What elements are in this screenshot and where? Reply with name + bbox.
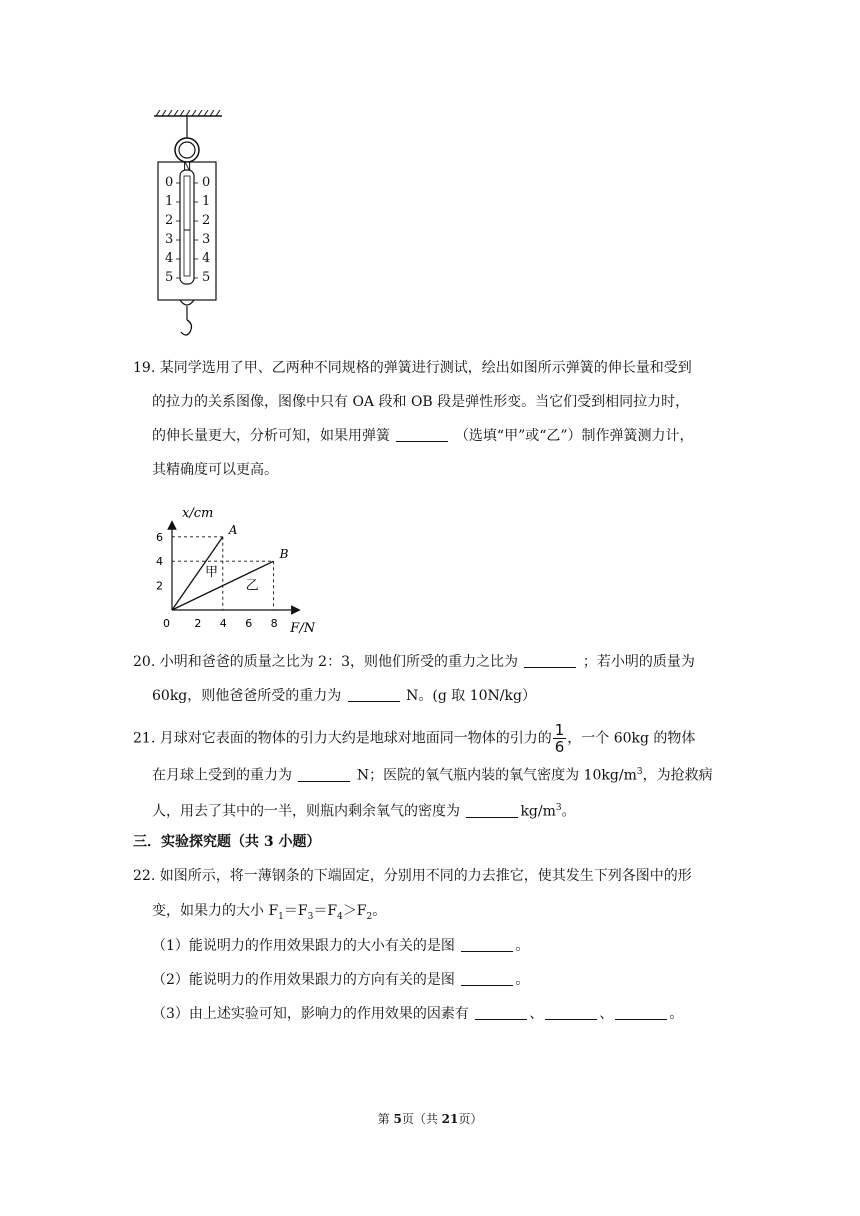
q20-line1 [133,652,695,672]
one-sixth-fraction [553,722,567,755]
q22-eq1: ＝F [283,903,308,919]
scale-left-tick-label-5: 5 [165,270,174,285]
x-tick-label: 6 [245,617,253,630]
spring-scale-figure [150,110,230,345]
x-tick-label: 0 [163,617,170,630]
q21-text-1b: ，一个 60kg 的物体 [567,730,696,747]
q20-line2 [152,686,536,706]
q22-line1 [133,866,692,886]
point-label-1: B [279,547,289,562]
q19-line1 [133,358,692,378]
q22-gt: ＞F [342,903,367,919]
separator: 、 [529,1006,544,1022]
footer-suffix: 页） [458,1112,483,1126]
y-tick-label: 6 [156,530,163,544]
q19-text-3a: 的伸长量更大，分析可知，如果用弹簧 [152,428,390,444]
scale-left-tick-label-4: 4 [165,251,174,266]
q20-text-1a: 小明和爸爸的质量之比为 2：3，则他们所受的重力之比为 [159,654,518,670]
scale-left-tick-label-1: 1 [165,194,174,209]
q21-text-3c: 。 [561,803,576,820]
q22-eq2: ＝F [313,903,338,919]
q22-sub1-blank[interactable] [461,937,513,952]
q20-answer-blank-1[interactable] [524,653,576,668]
footer-prefix: 第 [377,1112,394,1126]
q20-text-1b: ；若小明的质量为 [582,654,695,670]
q22-sub3 [152,1004,683,1024]
scale-right-tick-label-3: 3 [202,232,211,247]
q19-line2: 的拉力的关系图像，图像中只有 OA 段和 OB 段是弹性形变。当它们受到相同拉力时， [152,394,690,410]
q22-sub3-blank-2[interactable] [545,1005,597,1020]
q21-line2 [152,762,713,786]
x-axis-label: F/N [290,621,316,636]
scale-left-tick-label-2: 2 [165,213,174,228]
scale-left-tick-label-3: 3 [165,232,174,247]
scale-right-tick-label-2: 2 [202,213,211,228]
q21-text-3a: 人，用去了其中的一半，则瓶内剩余氧气的密度为 [152,803,460,820]
page-footer [0,1110,860,1127]
q22-sub3-text: （3）由上述实验可知，影响力的作用效果的因素有 [152,1006,469,1022]
x-tick-label: 4 [219,617,227,630]
x-tick-label: 8 [270,617,278,630]
q19-answer-blank[interactable] [396,427,448,442]
q22-sub1-end: 。 [515,938,530,954]
y-tick-label: 2 [156,579,163,593]
subscript-1: 1 [278,911,284,922]
footer-middle: 页（共 [401,1112,442,1126]
subscript-2: 2 [366,911,373,922]
q20-text-2b: N。(g 取 10N/kg） [406,688,536,704]
q21-text-2c: ，为抢救病 [642,767,713,784]
q21-line3 [152,798,576,822]
q21-text-2b: N；医院的氧气瓶内装的氧气密度为 10kg/m [356,767,637,784]
section-3-heading: 三．实验探究题（共 3 小题） [133,834,321,850]
fraction-denominator: 6 [554,738,565,756]
point-label-0: A [228,522,238,537]
series-name-1: 乙 [245,578,259,594]
q21-answer-blank-2[interactable] [466,803,518,818]
superscript-3: 3 [555,803,562,813]
series-name-0: 甲 [205,564,219,580]
scale-right-tick-label-1: 1 [202,194,211,209]
q22-sub2-blank[interactable] [461,971,513,986]
q21-text-3b: kg/m [520,803,556,820]
scale-top-label-left: N [183,160,192,173]
scale-right-tick-label-4: 4 [202,251,211,266]
q22-sub2-end: 。 [515,972,530,988]
q22-sub1-text: （1）能说明力的作用效果跟力的大小有关的是图 [152,938,455,954]
subscript-3: 3 [307,911,314,922]
x-tick-label: 2 [194,617,202,630]
q19-text-1: 某同学选用了甲、乙两种不同规格的弹簧进行测试，绘出如图所示弹簧的伸长量和受到 [159,360,692,376]
q22-sub2-text: （2）能说明力的作用效果跟力的方向有关的是图 [152,972,455,988]
y-axis-label: x/cm [182,506,214,521]
footer-total-pages: 21 [441,1112,459,1126]
q22-number: 22. [133,868,156,884]
q20-number: 20. [133,654,156,670]
q19-text-3b: （选填“甲”或“乙”）制作弹簧测力计， [454,428,694,444]
q22-sub3-end: 。 [669,1006,684,1022]
q22-end: 。 [372,903,387,919]
separator: 、 [599,1006,614,1022]
q22-sub1 [152,936,529,956]
q20-text-2a: 60kg，则他爸爸所受的重力为 [152,688,342,704]
q19-line4: 其精确度可以更高。 [152,462,278,478]
q22-text-1: 如图所示，将一薄钢条的下端固定，分别用不同的力去推它，使其发生下列各图中的形 [159,868,692,884]
q22-sub3-blank-1[interactable] [475,1005,527,1020]
q22-text-2a: 变，如果力的大小 F [152,903,279,919]
q22-line2 [152,901,386,927]
q20-answer-blank-2[interactable] [348,687,400,702]
q21-number: 21. [133,730,156,747]
q22-sub3-blank-3[interactable] [615,1005,667,1020]
scale-right-tick-label-0: 0 [202,175,211,190]
scale-right-tick-label-5: 5 [202,270,211,285]
subscript-4: 4 [337,911,343,922]
scale-left-tick-label-0: 0 [165,175,174,190]
q21-text-1a: 月球对它表面的物体的引力大约是地球对地面同一物体的引力的 [159,730,552,747]
q19-number: 19. [133,360,156,376]
q22-sub2 [152,970,529,990]
q21-line1 [133,722,695,755]
y-tick-label: 4 [156,555,163,569]
fraction-numerator: 1 [554,721,565,739]
footer-page-number: 5 [393,1112,402,1126]
q21-text-2a: 在月球上受到的重力为 [152,767,292,784]
superscript-3: 3 [636,767,643,777]
spring-extension-chart [150,500,330,640]
q19-line3 [152,426,694,446]
q21-answer-blank-1[interactable] [298,767,350,782]
